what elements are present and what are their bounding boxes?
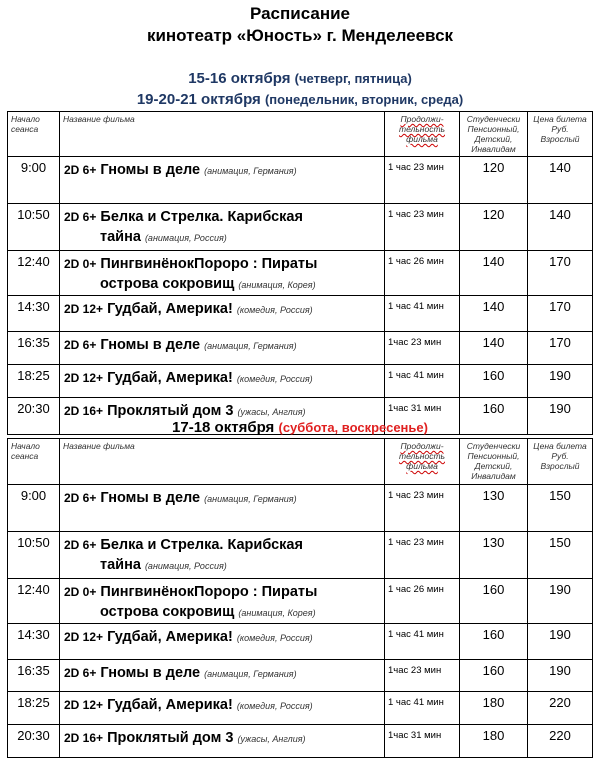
film-title: Гномы в деле <box>100 337 201 353</box>
session-time: 16:35 <box>8 332 60 365</box>
film-title: Гномы в деле <box>100 162 201 178</box>
session-time: 18:25 <box>8 365 60 398</box>
film-title: ПингвинёнокПороро : Пираты <box>100 584 318 600</box>
film-info: (анимация, Россия) <box>144 233 227 243</box>
film-cell <box>60 660 385 692</box>
table-row <box>8 660 593 692</box>
duration-header-line: Продолжи- <box>400 441 444 451</box>
adult-price: 190 <box>528 660 593 692</box>
film-format: 2D 6+ <box>64 538 97 552</box>
student-price: 140 <box>460 296 528 332</box>
film-duration: 1 час 41 мин <box>385 692 460 725</box>
film-title: Проклятый дом 3 <box>107 730 234 746</box>
film-format: 2D 12+ <box>64 630 104 644</box>
adult-price: 140 <box>528 157 593 204</box>
film-format: 2D 0+ <box>64 257 97 271</box>
film-title-continuation <box>64 602 384 623</box>
film-info: (анимация, Корея) <box>238 608 316 618</box>
film-cell <box>60 532 385 579</box>
film-title: Гномы в деле <box>100 665 201 681</box>
student-price: 160 <box>460 365 528 398</box>
block1-dates-line2 <box>0 91 600 109</box>
session-time: 12:40 <box>8 579 60 624</box>
session-time: 10:50 <box>8 532 60 579</box>
block2-date: 17-18 октября <box>172 419 275 436</box>
film-info: (ужасы, Англия) <box>237 734 306 744</box>
film-title: ПингвинёнокПороро : Пираты <box>100 256 318 272</box>
film-info: (комедия, Россия) <box>236 701 313 711</box>
film-cell <box>60 624 385 660</box>
film-title-line2: тайна <box>100 557 141 573</box>
adult-price: 190 <box>528 398 593 435</box>
col-adult-price-header: Цена билета Руб. Взрослый <box>528 112 593 157</box>
film-format: 2D 0+ <box>64 585 97 599</box>
film-format: 2D 6+ <box>64 491 97 505</box>
film-duration: 1 час 26 мин <box>385 251 460 296</box>
col-student-price-header: Студенчески Пенсионный, Детский, Инвалидам <box>460 112 528 157</box>
table-row <box>8 532 593 579</box>
student-price: 160 <box>460 660 528 692</box>
film-title-line2: острова сокровищ <box>100 604 235 620</box>
student-price: 160 <box>460 579 528 624</box>
session-time: 12:40 <box>8 251 60 296</box>
header-row <box>8 439 593 485</box>
film-format: 2D 12+ <box>64 698 104 712</box>
film-cell <box>60 157 385 204</box>
session-time: 9:00 <box>8 485 60 532</box>
student-price: 160 <box>460 624 528 660</box>
film-info: (анимация, Германия) <box>204 341 297 351</box>
col-duration-header <box>385 112 460 157</box>
film-duration: 1 час 23 мин <box>385 532 460 579</box>
film-duration: 1 час 41 мин <box>385 296 460 332</box>
adult-price: 150 <box>528 485 593 532</box>
film-title-line2: тайна <box>100 229 141 245</box>
film-info: (анимация, Россия) <box>144 561 227 571</box>
table-row <box>8 157 593 204</box>
table-row <box>8 365 593 398</box>
film-info: (анимация, Германия) <box>204 166 297 176</box>
film-cell <box>60 204 385 251</box>
student-price: 180 <box>460 725 528 758</box>
duration-header-line: тельность <box>399 451 445 461</box>
film-cell <box>60 579 385 624</box>
adult-price: 140 <box>528 204 593 251</box>
film-title: Гудбай, Америка! <box>107 697 233 713</box>
block1-note2: (понедельник, вторник, среда) <box>264 92 464 107</box>
schedule-table-weekdays <box>7 111 593 435</box>
table-row <box>8 725 593 758</box>
session-time: 14:30 <box>8 296 60 332</box>
film-cell <box>60 251 385 296</box>
film-cell <box>60 332 385 365</box>
film-info: (комедия, Россия) <box>236 374 313 384</box>
adult-price: 220 <box>528 692 593 725</box>
adult-price: 170 <box>528 332 593 365</box>
adult-price: 170 <box>528 296 593 332</box>
session-time: 9:00 <box>8 157 60 204</box>
duration-header-line: тельность <box>399 124 445 134</box>
film-duration: 1час 31 мин <box>385 725 460 758</box>
film-format: 2D 12+ <box>64 302 104 316</box>
film-cell <box>60 365 385 398</box>
student-price: 120 <box>460 204 528 251</box>
film-duration: 1час 31 мин <box>385 398 460 435</box>
col-start-header: Начало сеанса <box>8 112 60 157</box>
student-price: 140 <box>460 251 528 296</box>
film-duration: 1 час 41 мин <box>385 624 460 660</box>
session-time: 14:30 <box>8 624 60 660</box>
adult-price: 220 <box>528 725 593 758</box>
film-info: (анимация, Германия) <box>204 494 297 504</box>
adult-price: 190 <box>528 579 593 624</box>
film-format: 2D 6+ <box>64 210 97 224</box>
film-title: Белка и Стрелка. Карибская <box>100 537 303 553</box>
film-format: 2D 12+ <box>64 371 104 385</box>
student-price: 130 <box>460 485 528 532</box>
block1-dates-line1 <box>0 70 600 88</box>
session-time: 16:35 <box>8 660 60 692</box>
student-price: 120 <box>460 157 528 204</box>
film-duration: 1 час 23 мин <box>385 157 460 204</box>
film-title-line2: острова сокровищ <box>100 276 235 292</box>
film-format: 2D 16+ <box>64 731 104 745</box>
student-price: 140 <box>460 332 528 365</box>
film-info: (комедия, Россия) <box>236 305 313 315</box>
film-title-continuation <box>64 227 384 248</box>
page-title: Расписание <box>249 4 351 23</box>
film-format: 2D 6+ <box>64 666 97 680</box>
duration-header-line: фильма <box>406 134 438 144</box>
film-info: (анимация, Германия) <box>204 669 297 679</box>
film-title: Проклятый дом 3 <box>107 403 234 419</box>
table-row <box>8 296 593 332</box>
col-duration-header <box>385 439 460 485</box>
col-student-price-header: Студенчески Пенсионный, Детский, Инвалидам <box>460 439 528 485</box>
table-row <box>8 251 593 296</box>
adult-price: 190 <box>528 365 593 398</box>
film-title: Гудбай, Америка! <box>107 370 233 386</box>
session-time: 18:25 <box>8 692 60 725</box>
table-row <box>8 204 593 251</box>
film-format: 2D 16+ <box>64 404 104 418</box>
block1-note1: (четверг, пятница) <box>294 71 412 86</box>
block1-date1: 15-16 октября <box>188 70 291 87</box>
film-duration: 1 час 23 мин <box>385 204 460 251</box>
table-row <box>8 579 593 624</box>
film-cell <box>60 692 385 725</box>
cinema-name: кинотеатр «Юность» г. Менделеевск <box>146 26 454 45</box>
student-price: 130 <box>460 532 528 579</box>
film-duration: 1 час 41 мин <box>385 365 460 398</box>
table-row <box>8 692 593 725</box>
film-format: 2D 6+ <box>64 163 97 177</box>
header-row <box>8 112 593 157</box>
film-cell <box>60 725 385 758</box>
film-duration: 1 час 23 мин <box>385 485 460 532</box>
col-film-header: Название фильма <box>60 439 385 485</box>
film-cell <box>60 485 385 532</box>
film-title: Гудбай, Америка! <box>107 301 233 317</box>
film-title: Гудбай, Америка! <box>107 629 233 645</box>
duration-header-line: Продолжи- <box>400 114 444 124</box>
student-price: 160 <box>460 398 528 435</box>
student-price: 180 <box>460 692 528 725</box>
film-duration: 1час 23 мин <box>385 660 460 692</box>
film-info: (анимация, Корея) <box>238 280 316 290</box>
film-cell <box>60 296 385 332</box>
session-time: 10:50 <box>8 204 60 251</box>
film-title: Белка и Стрелка. Карибская <box>100 209 303 225</box>
block1-date2: 19-20-21 октября <box>136 91 261 108</box>
table-row <box>8 332 593 365</box>
table-row <box>8 485 593 532</box>
col-film-header: Название фильма <box>60 112 385 157</box>
col-start-header: Начало сеанса <box>8 439 60 485</box>
adult-price: 190 <box>528 624 593 660</box>
session-time: 20:30 <box>8 398 60 435</box>
film-info: (комедия, Россия) <box>236 633 313 643</box>
film-title: Гномы в деле <box>100 490 201 506</box>
schedule-table-weekend <box>7 438 593 758</box>
adult-price: 170 <box>528 251 593 296</box>
adult-price: 150 <box>528 532 593 579</box>
film-duration: 1 час 26 мин <box>385 579 460 624</box>
film-title-continuation <box>64 555 384 576</box>
film-info: (ужасы, Англия) <box>237 407 306 417</box>
film-duration: 1час 23 мин <box>385 332 460 365</box>
film-format: 2D 6+ <box>64 338 97 352</box>
table-row <box>8 624 593 660</box>
session-time: 20:30 <box>8 725 60 758</box>
col-adult-price-header: Цена билета Руб. Взрослый <box>528 439 593 485</box>
film-title-continuation <box>64 274 384 295</box>
block2-note: (суббота, воскресенье) <box>278 420 428 435</box>
block2-dates-line <box>0 419 600 437</box>
duration-header-line: фильма <box>406 461 438 471</box>
